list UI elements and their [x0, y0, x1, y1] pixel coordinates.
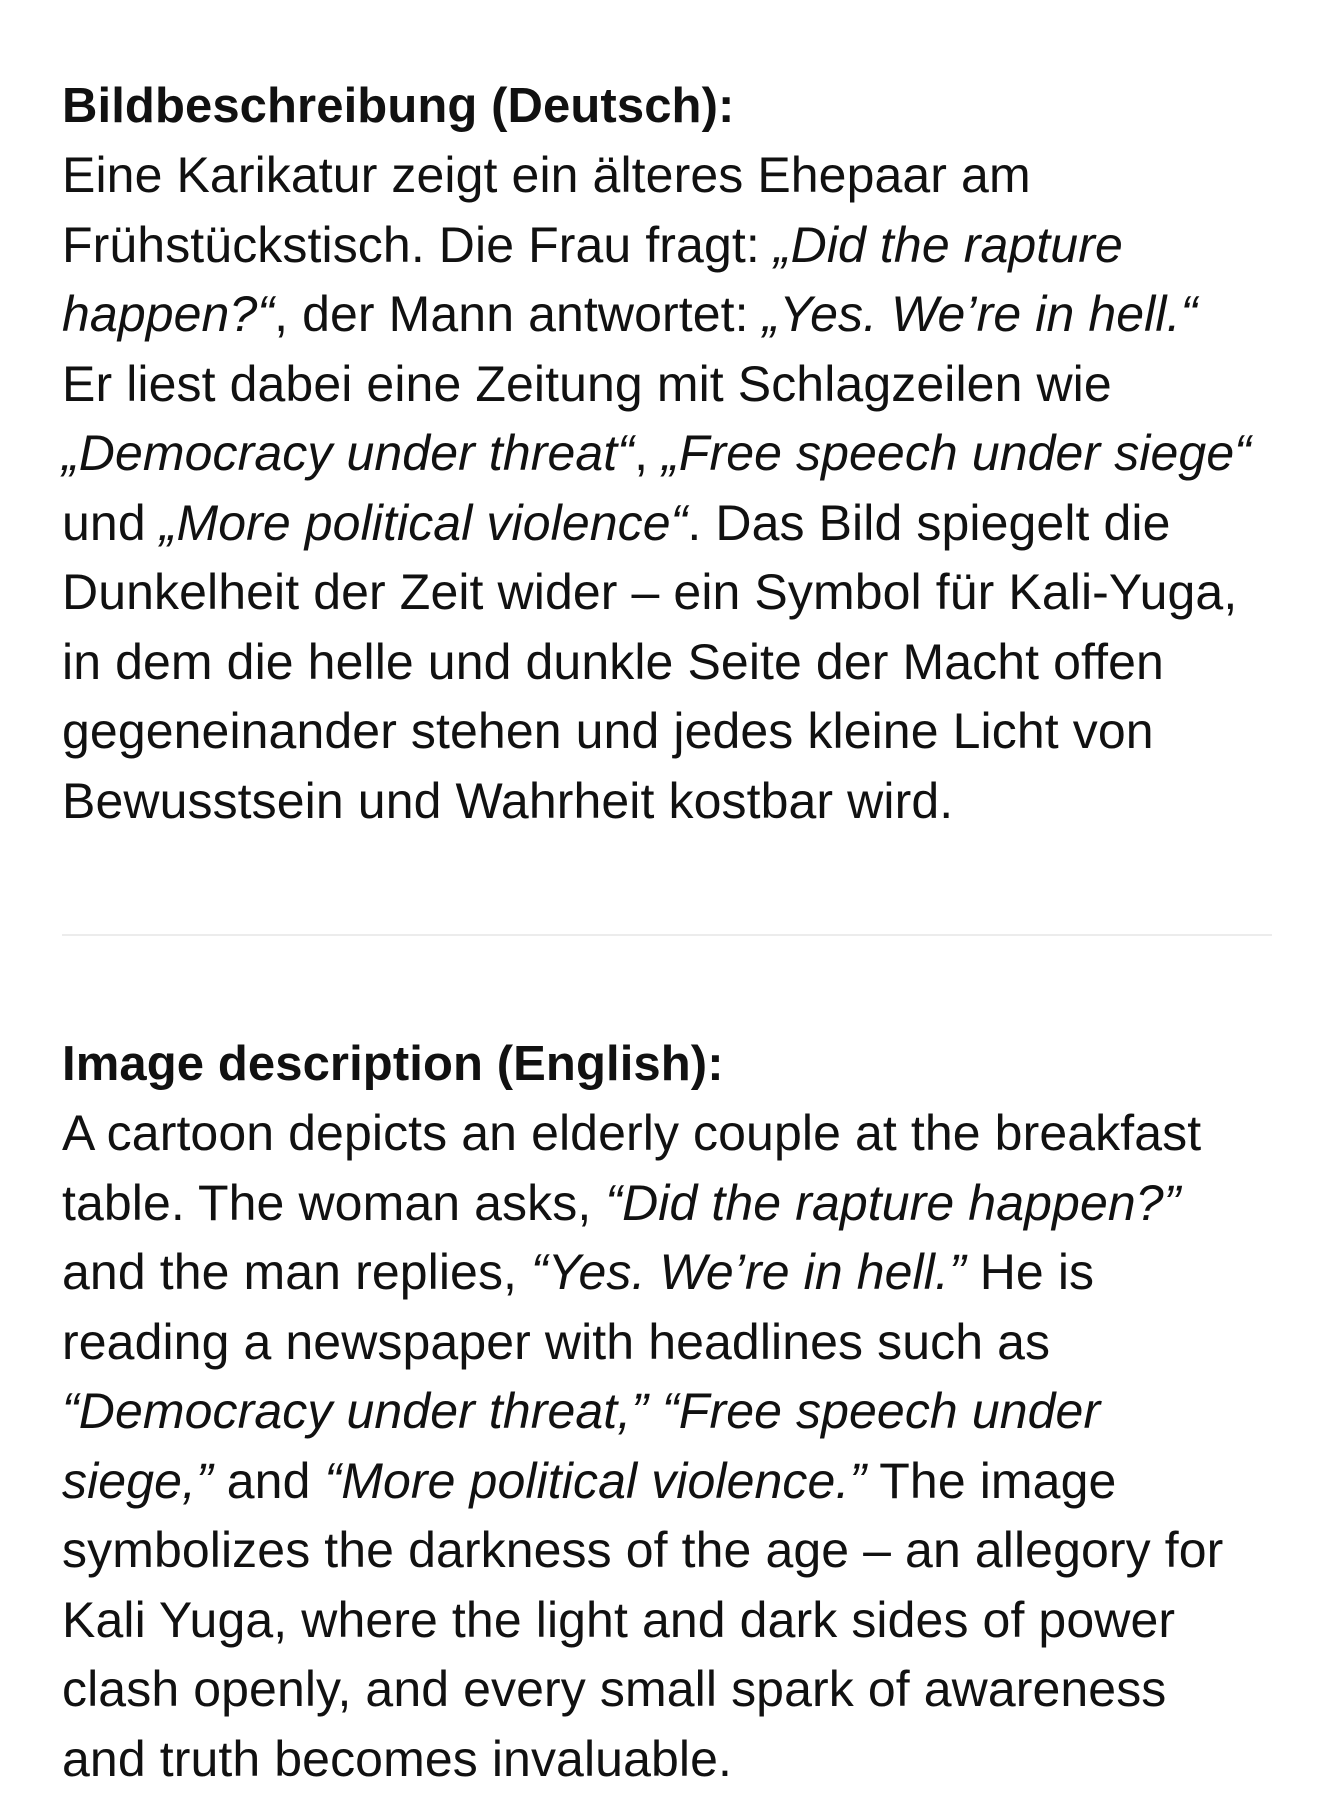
german-text-part: . Das Bild spiegelt die Dunkelheit der Zeit wider – ein Symbol für Kali-Yuga, in dem die helle und dunkle Seite der Macht offen gegeneinander stehen und jedes kleine Licht von Bewusstsein und Wahrheit kostbar wird.: [62, 494, 1238, 829]
english-text-part: and the man replies,: [62, 1244, 532, 1300]
german-description-text: [62, 141, 1258, 836]
english-headline-violence: “More political violence.”: [324, 1452, 867, 1509]
german-quote-man: „Yes. We’re in hell.“: [762, 286, 1198, 342]
english-quote-woman: “Did the rapture happen?”: [605, 1174, 1181, 1231]
german-headline-violence: „More political violence“: [159, 494, 688, 551]
german-description-section: [62, 0, 1258, 836]
german-headline-free-speech: „Free speech under siege“: [662, 425, 1251, 481]
english-headline-free-speech: “Free speech under siege,”: [62, 1383, 1101, 1509]
german-headline-democracy: „Democracy under threat“: [62, 425, 635, 481]
english-quote-man: “Yes. We’re in hell.”: [531, 1244, 966, 1300]
english-description-text: [62, 1099, 1258, 1794]
section-divider: [62, 934, 1272, 936]
english-headline-democracy: “Democracy under threat,”: [62, 1383, 649, 1439]
german-quote-woman: „Did the rapture happen?“: [62, 216, 1123, 342]
english-text-part: A cartoon depicts an elderly couple at the breakfast table. The woman asks,: [62, 1105, 1202, 1231]
german-text-part: und: [62, 494, 160, 551]
english-description-section: [62, 1030, 1258, 1794]
german-text-part: Eine Karikatur zeigt ein älteres Ehepaar am Frühstückstisch. Die Frau fragt:: [62, 147, 1031, 273]
german-heading: Bildbeschreibung (Deutsch):: [62, 79, 735, 133]
english-text-part: He is reading a newspaper with headlines such as: [62, 1244, 1095, 1370]
english-text-part: The image symbolizes the darkness of the age – an allegory for Kali Yuga, where the light and dark sides of power clash openly, and every small spark of awareness and truth becomes invaluable.: [62, 1452, 1224, 1787]
english-text-part: and: [212, 1452, 325, 1509]
german-text-part: , der Mann antwortet:: [274, 286, 763, 342]
english-heading: Image description (English):: [62, 1037, 724, 1091]
english-text-part: [648, 1383, 662, 1439]
german-text-part: Er liest dabei eine Zeitung mit Schlagzeilen wie: [62, 355, 1112, 412]
german-text-part: ,: [634, 425, 663, 481]
